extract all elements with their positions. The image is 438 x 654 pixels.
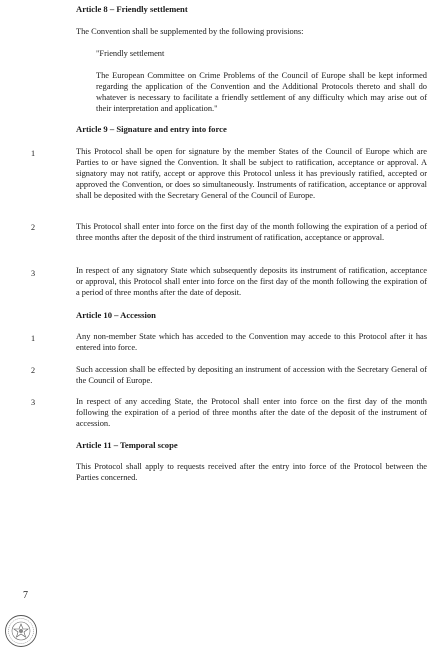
paragraph-number: 3 bbox=[31, 269, 36, 278]
article-10-heading: Article 10 – Accession bbox=[76, 310, 156, 320]
page-number: 7 bbox=[23, 590, 28, 601]
article-8-intro: The Convention shall be supplemented by the following provisions: bbox=[76, 27, 304, 36]
article-9-paragraph-3: In respect of any signatory State which subsequently deposits its instrument of ratification, acceptance or approval, this Protocol shall enter into force on the first day of the month following the expiration of a period of three months after the date of deposit. bbox=[76, 266, 427, 297]
paragraph-number: 1 bbox=[31, 334, 36, 343]
article-11-heading: Article 11 – Temporal scope bbox=[76, 440, 178, 450]
article-9-paragraph-1: This Protocol shall be open for signature by the member States of the Council of Europe which are Parties to or have signed the Convention. It shall be subject to ratification, acceptance or approval. A signatory may not ratify, accept or approve this Protocol unless it has previously ratified, accepted or approved the Convention, or does so simultaneously. Instruments of ratification, acceptance or approval shall be deposited with the Secretary General of the Council of Europe. bbox=[76, 147, 427, 200]
paragraph-number: 2 bbox=[31, 366, 36, 375]
article-9-heading: Article 9 – Signature and entry into force bbox=[76, 124, 227, 134]
article-10-paragraph-2: Such accession shall be effected by depositing an instrument of accession with the Secretary General of the Council of Europe. bbox=[76, 365, 427, 385]
paragraph-number: 2 bbox=[31, 223, 36, 232]
article-11-text: This Protocol shall apply to requests received after the entry into force of the Protocol between the Parties concerned. bbox=[76, 462, 427, 482]
article-8-heading: Article 8 – Friendly settlement bbox=[76, 4, 188, 14]
paragraph-number: 3 bbox=[31, 398, 36, 407]
council-seal-icon bbox=[4, 614, 38, 648]
article-10-paragraph-3: In respect of any acceding State, the Protocol shall enter into force on the first day of the month following the expiration of a period of three months after the date of the deposit of the instrument of accession. bbox=[76, 397, 427, 428]
quote-title: "Friendly settlement bbox=[96, 49, 165, 58]
article-9-paragraph-2: This Protocol shall enter into force on the first day of the month following the expiration of a period of three months after the deposit of the third instrument of ratification, acceptance or approval. bbox=[76, 222, 427, 242]
article-10-paragraph-1: Any non-member State which has acceded to the Convention may accede to this Protocol after it has entered into force. bbox=[76, 332, 427, 352]
quote-body: The European Committee on Crime Problems of the Council of Europe shall be kept informed regarding the application of the Convention and the Additional Protocols thereto and shall do whatever is necessary to facilitate a friendly settlement of any difficulty which may arise out of their interpretation and application." bbox=[96, 71, 427, 113]
paragraph-number: 1 bbox=[31, 149, 36, 158]
